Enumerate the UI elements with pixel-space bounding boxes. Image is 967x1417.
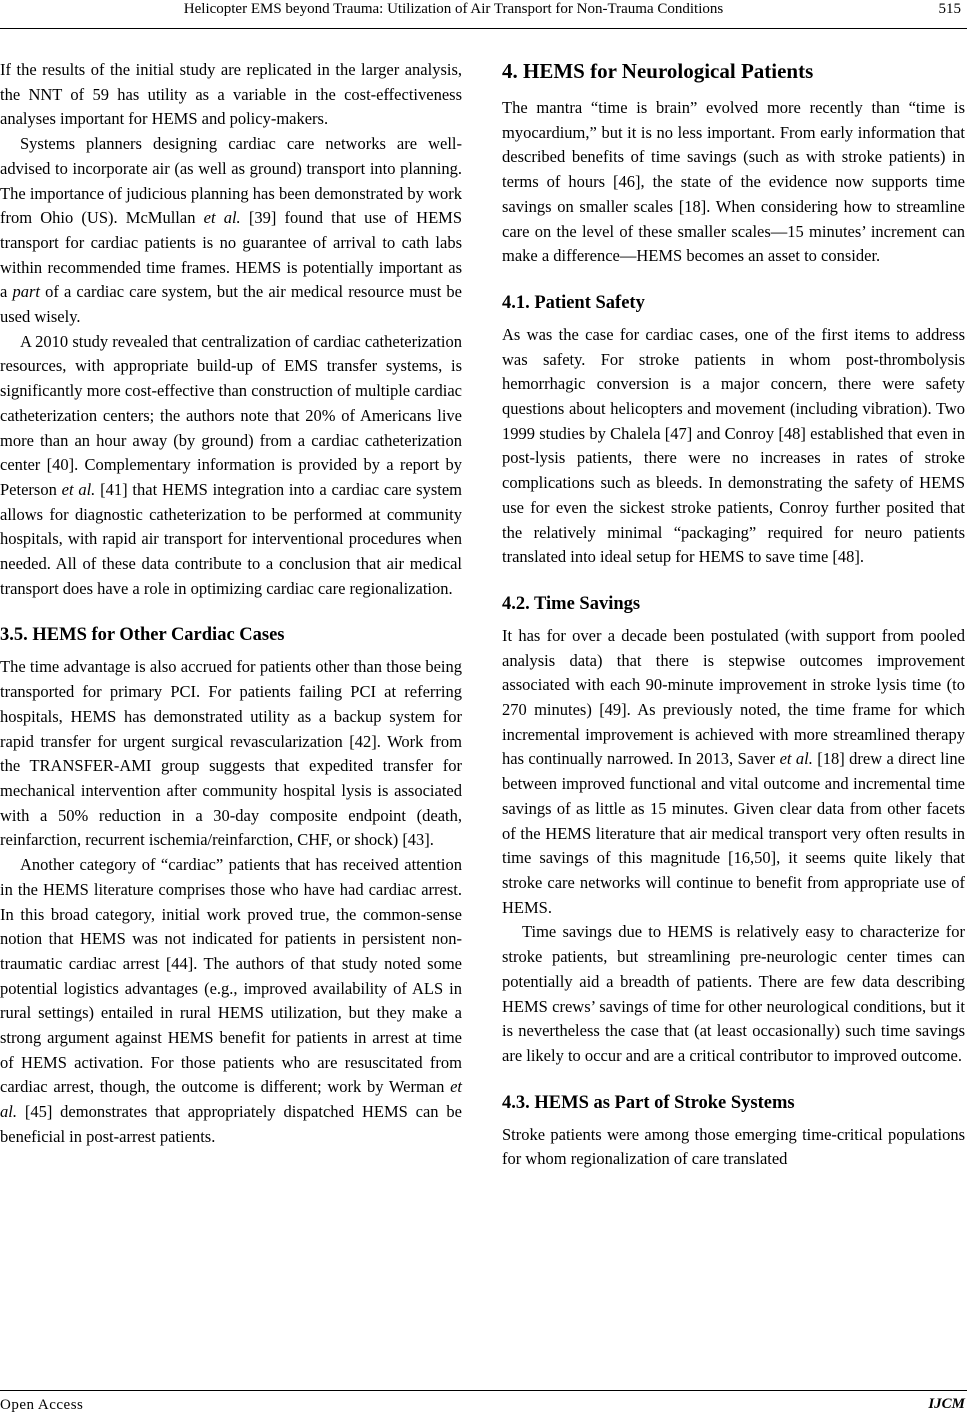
footer-open-access: Open Access [0, 1397, 84, 1413]
paragraph: Time savings due to HEMS is relatively easy to characterize for stroke patients, but streamlining pre-neurologic center times can potentially aid a breadth of patients. There are few data describing HEMS crews’ savings of time for other neurological conditions, but it is nevertheless the case that (at least occasionally) such time savings are likely to occur and are a critical contributor to improved outcome. [502, 922, 965, 1065]
part-italic: part [12, 282, 40, 302]
text-span: [39] found that use of HEMS transport for cardiac patients is no guarantee of arrival to cath labs within recommended time frames. HEMS is potentially important as a [0, 208, 462, 302]
page-footer [0, 1390, 967, 1417]
et-al-italic: et al. [779, 749, 813, 769]
left-column [0, 58, 462, 1150]
section-heading-3-5: 3.5. HEMS for Other Cardiac Cases [0, 625, 285, 646]
section-heading-4-2: 4.2. Time Savings [502, 593, 641, 614]
text-span: Another category of “cardiac” patients that has received attention in the HEMS literature comprises those who have had cardiac arrest. In this broad category, initial work proved true, the common-sense notion that HEMS was not indicated for patients in persistent non-traumatic cardiac arrest [44]. The authors of that study noted some potential logistics advantages (e.g., improved availability of ALS in rural settings) entailed in rural HEMS utilization, but they make a strong argument against HEMS benefit for patients in arrest at time of HEMS activation. For those patients who are resuscitated from cardiac arrest, though, the outcome is different; work by Werman [0, 855, 462, 1097]
text-span: [45] demonstrates that appropriately dispatched HEMS can be beneficial in post-arrest patients. [0, 1102, 462, 1146]
et-al-italic: et al. [61, 479, 96, 499]
section-heading-4: 4. HEMS for Neurological Patients [502, 59, 814, 83]
right-column [502, 58, 965, 1172]
paragraph: If the results of the initial study are replicated in the larger analysis, the NNT of 59 has utility as a variable in the cost-effectiveness analyses important for HEMS and policy-makers. [0, 60, 462, 129]
paragraph [0, 330, 462, 602]
text-span: Systems planners designing cardiac care networks are well-advised to incorporate air (as well as ground) transport into planning. The importance of judicious planning has been demonstrated by work from Ohio (US). McMullan [0, 134, 462, 228]
text-span: [18] drew a direct line between improved functional and vital outcome and incremental time savings of as little as 15 minutes. Given clear data from other facets of the HEMS literature that air medical transport very often results in time savings of this magnitude [16,50], it seems quite likely that stroke care networks will continue to benefit from appropriate use of HEMS. [502, 749, 965, 917]
paragraph: The mantra “time is brain” evolved more recently than “time is myocardium,” but it is no less important. From early information that described benefits of time savings (such as with stroke patients) in terms of hours [46], the state of the evidence now supports time savings on smaller scales [18]. When considering how to streamline care on the level of these smaller scales—15 minutes’ increment can make a difference—HEMS becomes an asset to consider. [502, 98, 965, 266]
text-span: of a cardiac care system, but the air medical resource must be used wisely. [0, 282, 462, 327]
section-heading-4-1: 4.1. Patient Safety [502, 292, 645, 313]
text-span: A 2010 study revealed that centralization of cardiac catheterization resources, with appropriate build-up of EMS transfer systems, is significantly more cost-effective than construction of multiple cardiac catheterization centers; the authors note that 20% of Americans live more than an hour away (by ground) from a cardiac catheterization center [40]. Complementary information is provided by a report by Peterson [0, 331, 462, 499]
paragraph: As was the case for cardiac cases, one of the first items to address was safety. For stroke patients in whom post-thrombolysis hemorrhagic conversion is a major concern, there were safety questions about helicopters and movement (including vibration). Two 1999 studies by Chalela [47] and Conroy [48] established that even in post-lysis patients, there were no increases in rates of stroke complications such as bleeds. In demonstrating the safety of HEMS use for even the sickest stroke patients, Conroy further posited that the relatively minimal “packaging” required for neuro patients translated into ideal setup for HEMS to save time [48]. [502, 324, 965, 567]
et-al-italic: et al. [0, 1077, 462, 1122]
text-span: [41] that HEMS integration into a cardiac care system allows for diagnostic catheterization to be performed at community hospitals, with rapid air transport for interventional procedures when needed. All of these data contribute to a conclusion that air medical transport does have a role in optimizing cardiac care regionalization. [0, 479, 463, 598]
section-heading-4-3: 4.3. HEMS as Part of Stroke Systems [502, 1092, 795, 1113]
page-number: 515 [938, 1, 961, 17]
text-span: It has for over a decade been postulated (with support from pooled analysis data) that there is stepwise outcomes improvement associated with each 90-minute improvement in stroke lysis time (to 270 minutes) [49]. As previously noted, the time frame for which incremental improvement is achieved with more streamlined therapy has continually narrowed. In 2013, Saver [502, 625, 965, 769]
paragraph [0, 132, 462, 330]
page-header [0, 0, 967, 29]
footer-journal: IJCM [928, 1396, 965, 1412]
et-al-italic: et al. [203, 208, 241, 228]
paragraph [502, 624, 965, 920]
paragraph: The time advantage is also accrued for patients other than those being transported for primary PCI. For patients failing PCI at referring hospitals, HEMS has demonstrated utility as a backup system for rapid transfer for urgent surgical revascularization [42]. Work from the TRANSFER-AMI group suggests that expedited transfer for mechanical intervention after community hospital lysis is associated with a 50% reduction in a 30-day composite endpoint (death, reinfarction, recurrent ischemia/reinfarction, CHF, or shock) [43]. [0, 657, 462, 850]
paragraph: Stroke patients were among those emerging time-critical populations for whom regionalization of care translated [502, 1124, 965, 1169]
running-title: Helicopter EMS beyond Trauma: Utilization of Air Transport for Non-Trauma Conditions [183, 1, 724, 17]
paragraph [0, 853, 462, 1149]
